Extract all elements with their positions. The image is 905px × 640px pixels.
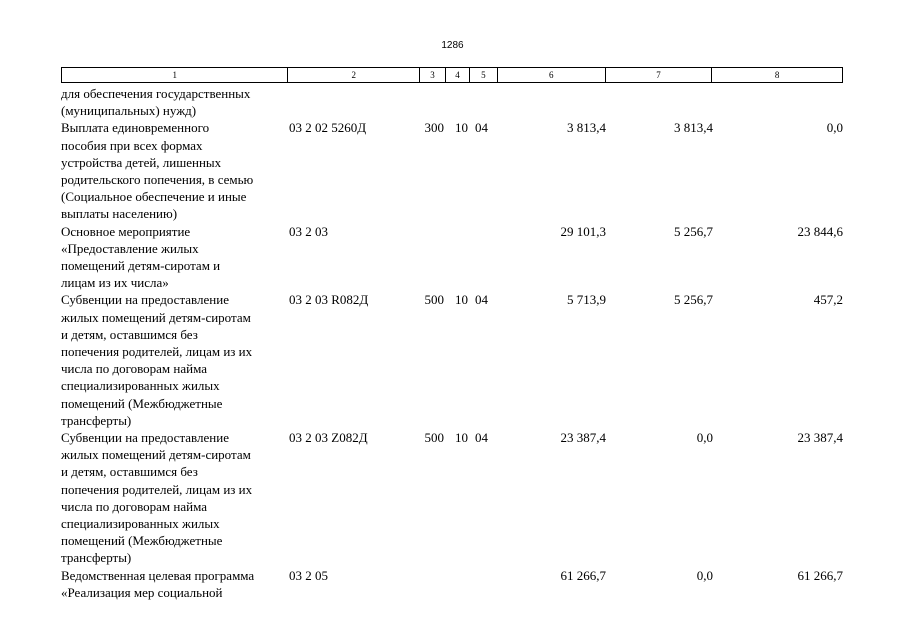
header-cell-4: 4 bbox=[446, 68, 470, 82]
row-col-7 bbox=[606, 85, 713, 119]
row-col-8: 457,2 bbox=[813, 292, 843, 308]
header-cell-5: 5 bbox=[470, 68, 498, 82]
row-code: 03 2 03 bbox=[289, 223, 328, 239]
table-body bbox=[61, 85, 843, 601]
row-col-8: 0,0 bbox=[826, 120, 843, 136]
row-col-4 bbox=[446, 567, 470, 601]
table-row bbox=[61, 119, 843, 222]
row-col-5 bbox=[470, 567, 498, 601]
table-row bbox=[61, 223, 843, 292]
header-cell-2: 2 bbox=[288, 68, 420, 82]
table-row bbox=[61, 429, 843, 567]
row-col-7: 5 256,7 bbox=[674, 223, 713, 239]
row-code: 03 2 03 R082Д bbox=[289, 292, 369, 308]
row-name: Основное мероприятие «Предоставление жилых помещений детям-сиротам и лицам из их числа» bbox=[61, 223, 221, 291]
row-col-6: 29 101,3 bbox=[560, 223, 606, 239]
header-cell-3: 3 bbox=[420, 68, 446, 82]
row-name: Ведомственная целевая программа «Реализация мер социальной bbox=[61, 567, 255, 600]
row-col-4: 10 bbox=[455, 292, 468, 308]
row-col-4: 10 bbox=[455, 430, 468, 446]
table-row bbox=[61, 291, 843, 429]
row-name: Субвенции на предоставление жилых помещений детям-сиротам и детям, оставшимся без попечения родителей, лицам из их числа по договорам найма специализированных жилых помещений (Межбюджетные трансферты) bbox=[61, 430, 253, 566]
header-cell-7: 7 bbox=[606, 68, 713, 82]
row-col-7: 3 813,4 bbox=[674, 120, 713, 136]
row-col-8: 23 844,6 bbox=[797, 223, 843, 239]
row-col-3 bbox=[420, 567, 446, 601]
row-col-6: 3 813,4 bbox=[567, 120, 606, 136]
row-col-4: 10 bbox=[455, 120, 468, 136]
row-col-4 bbox=[446, 85, 470, 119]
row-col-4 bbox=[446, 223, 470, 292]
table-row bbox=[61, 567, 843, 601]
row-col-8 bbox=[713, 85, 843, 119]
row-name: для обеспечения государственных (муниципальных) нужд) bbox=[61, 86, 251, 119]
row-col-3: 300 bbox=[424, 120, 444, 136]
row-col-3 bbox=[420, 85, 446, 119]
row-col-3 bbox=[420, 223, 446, 292]
table-row bbox=[61, 85, 843, 119]
row-code: 03 2 03 Z082Д bbox=[289, 430, 368, 446]
row-col-3: 500 bbox=[424, 430, 444, 446]
row-col-5 bbox=[470, 85, 498, 119]
row-code: 03 2 02 5260Д bbox=[289, 120, 367, 136]
header-cell-1: 1 bbox=[62, 68, 288, 82]
row-col-6: 61 266,7 bbox=[560, 567, 606, 583]
row-col-7: 0,0 bbox=[696, 430, 713, 446]
table-header-row bbox=[61, 67, 843, 83]
header-cell-6: 6 bbox=[498, 68, 606, 82]
page-number: 1286 bbox=[441, 40, 464, 51]
row-col-5: 04 bbox=[475, 120, 488, 136]
row-name: Выплата единовременного пособия при всех формах устройства детей, лишенных родительского попечения, в семью (Социальное обеспечение и иные выплаты населению) bbox=[61, 120, 254, 222]
header-cell-8: 8 bbox=[774, 70, 780, 80]
row-col-6 bbox=[498, 85, 606, 119]
row-col-8: 61 266,7 bbox=[797, 567, 843, 583]
row-name: Субвенции на предоставление жилых помещений детям-сиротам и детям, оставшимся без попечения родителей, лицам из их числа по договорам найма специализированных жилых помещений (Межбюджетные трансферты) bbox=[61, 292, 253, 428]
row-col-5: 04 bbox=[475, 292, 488, 308]
row-col-6: 5 713,9 bbox=[567, 292, 606, 308]
row-code: 03 2 05 bbox=[289, 567, 328, 583]
row-col-5: 04 bbox=[475, 430, 488, 446]
row-col-5 bbox=[470, 223, 498, 292]
row-code bbox=[288, 85, 420, 119]
row-col-6: 23 387,4 bbox=[560, 430, 606, 446]
row-col-8: 23 387,4 bbox=[797, 430, 843, 446]
row-col-7: 0,0 bbox=[696, 567, 713, 583]
row-col-7: 5 256,7 bbox=[674, 292, 713, 308]
row-col-3: 500 bbox=[424, 292, 444, 308]
